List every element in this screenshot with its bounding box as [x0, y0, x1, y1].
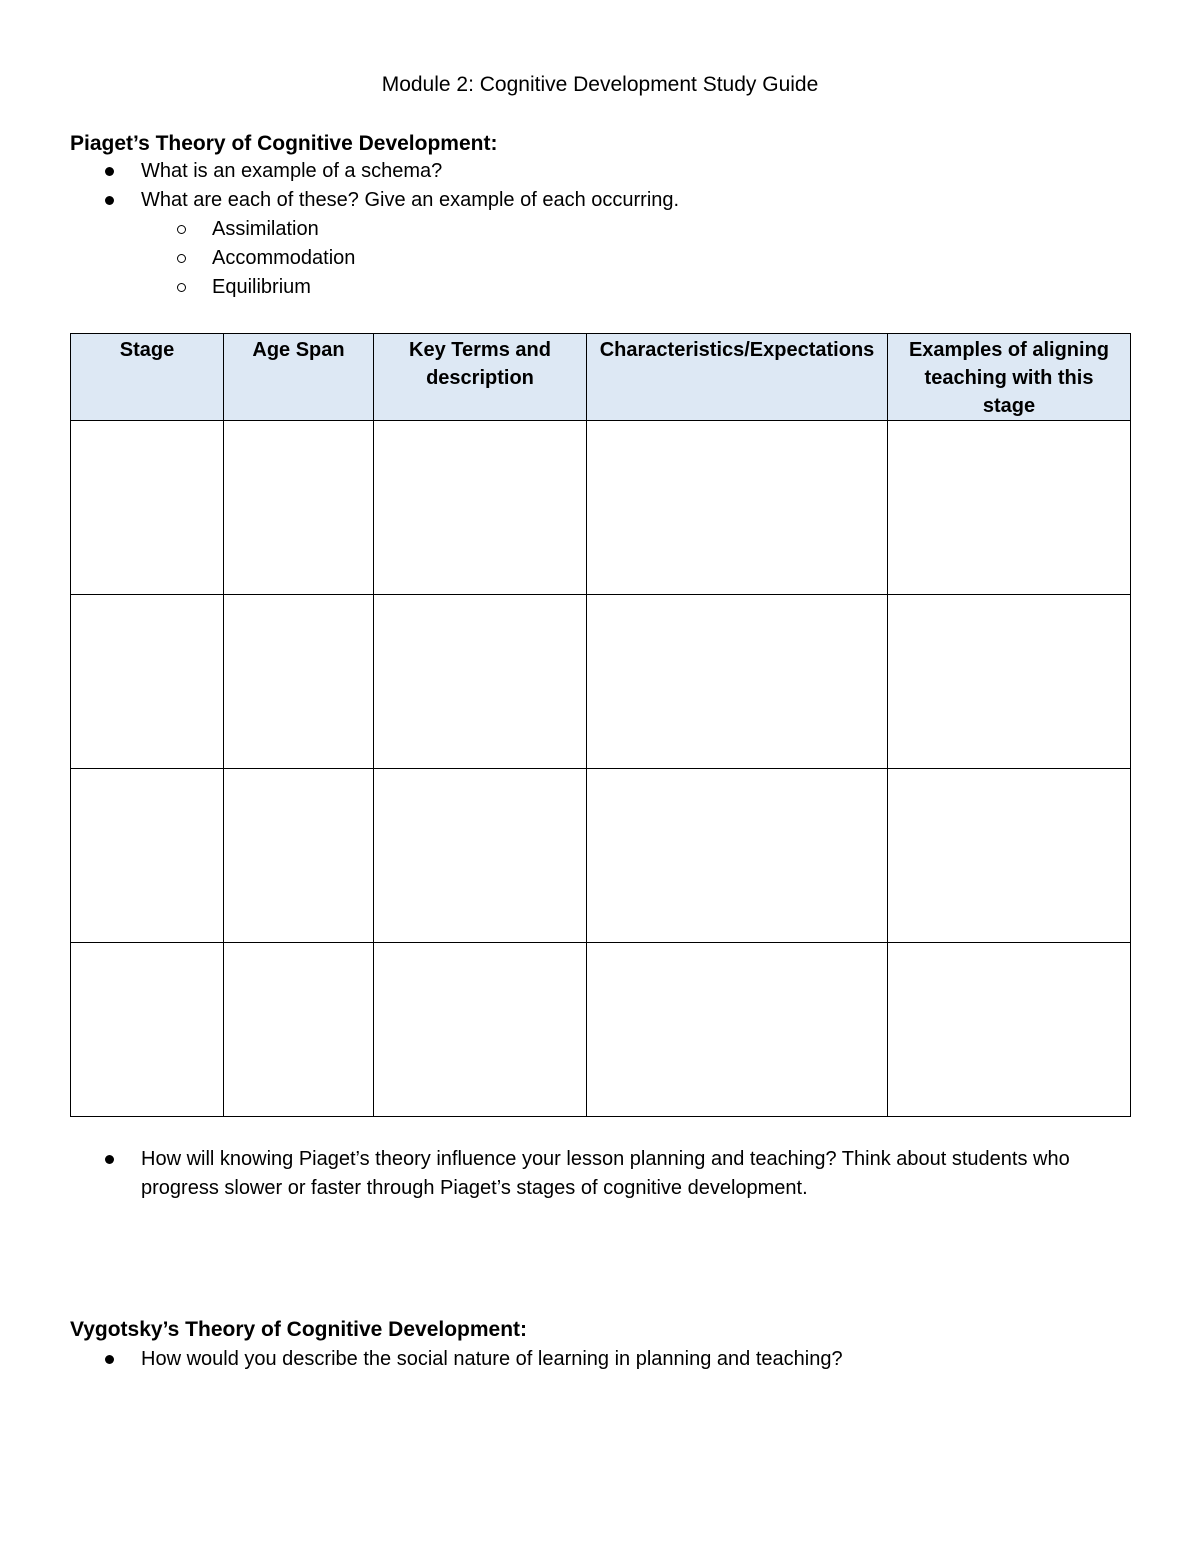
- hollow-bullet-icon: [177, 283, 186, 292]
- table-cell-stage[interactable]: [71, 421, 224, 595]
- vygotsky-section-heading: Vygotsky’s Theory of Cognitive Development:: [70, 1318, 528, 1341]
- table-cell-key-terms[interactable]: [374, 421, 587, 595]
- list-item: [70, 1145, 1130, 1203]
- sub-list-item: [141, 244, 1130, 273]
- table-cell-key-terms[interactable]: [374, 595, 587, 769]
- table-cell-characteristics[interactable]: [587, 943, 888, 1117]
- vygotsky-question-list: [70, 1345, 1130, 1374]
- hollow-bullet-icon: [177, 254, 186, 263]
- piaget-section-heading: Piaget’s Theory of Cognitive Development:: [70, 132, 498, 155]
- question-text: What are each of these? Give an example of each occurring.: [141, 189, 680, 211]
- table-row: [71, 421, 1131, 595]
- table-header-row: [71, 334, 1131, 421]
- table-cell-age-span[interactable]: [224, 769, 374, 943]
- piaget-terms-list: [141, 215, 1130, 302]
- bullet-icon: [105, 1155, 114, 1164]
- hollow-bullet-icon: [177, 225, 186, 234]
- term-assimilation: Assimilation: [212, 218, 319, 240]
- table-cell-characteristics[interactable]: [587, 769, 888, 943]
- sub-list-item: [141, 215, 1130, 244]
- page-title: Module 2: Cognitive Development Study Guide: [381, 73, 819, 96]
- followup-question-text: How will knowing Piaget’s theory influence your lesson planning and teaching? Think about students who progress slower or faster through Piaget’s stages of cognitive development.: [141, 1148, 1070, 1199]
- table-cell-age-span[interactable]: [224, 943, 374, 1117]
- column-header-characteristics: Characteristics/Expectations: [587, 334, 888, 421]
- piaget-followup-list: [70, 1145, 1130, 1203]
- bullet-icon: [105, 167, 114, 176]
- table-cell-stage[interactable]: [71, 595, 224, 769]
- table-cell-age-span[interactable]: [224, 421, 374, 595]
- table-row: [71, 595, 1131, 769]
- list-item: [70, 186, 1130, 302]
- table-row: [71, 943, 1131, 1117]
- term-equilibrium: Equilibrium: [212, 276, 311, 298]
- question-text: How would you describe the social nature of learning in planning and teaching?: [141, 1348, 843, 1370]
- column-header-key-terms: Key Terms and description: [374, 334, 587, 421]
- question-text: What is an example of a schema?: [141, 160, 443, 182]
- table-cell-characteristics[interactable]: [587, 595, 888, 769]
- table-cell-teaching-examples[interactable]: [888, 421, 1131, 595]
- piaget-question-list: [70, 157, 1130, 302]
- term-accommodation: Accommodation: [212, 247, 356, 269]
- column-header-stage: Stage: [71, 334, 224, 421]
- bullet-icon: [105, 1355, 114, 1364]
- table-cell-characteristics[interactable]: [587, 421, 888, 595]
- bullet-icon: [105, 196, 114, 205]
- table-row: [71, 769, 1131, 943]
- list-item: [70, 1345, 1130, 1374]
- table-cell-teaching-examples[interactable]: [888, 769, 1131, 943]
- column-header-teaching-examples: Examples of aligning teaching with this stage: [888, 334, 1131, 421]
- table-cell-key-terms[interactable]: [374, 943, 587, 1117]
- table-cell-key-terms[interactable]: [374, 769, 587, 943]
- table-cell-stage[interactable]: [71, 943, 224, 1117]
- sub-list-item: [141, 273, 1130, 302]
- column-header-age-span: Age Span: [224, 334, 374, 421]
- piaget-stages-table: [70, 333, 1131, 1117]
- table-cell-age-span[interactable]: [224, 595, 374, 769]
- list-item: [70, 157, 1130, 186]
- table-cell-teaching-examples[interactable]: [888, 595, 1131, 769]
- table-cell-stage[interactable]: [71, 769, 224, 943]
- table-cell-teaching-examples[interactable]: [888, 943, 1131, 1117]
